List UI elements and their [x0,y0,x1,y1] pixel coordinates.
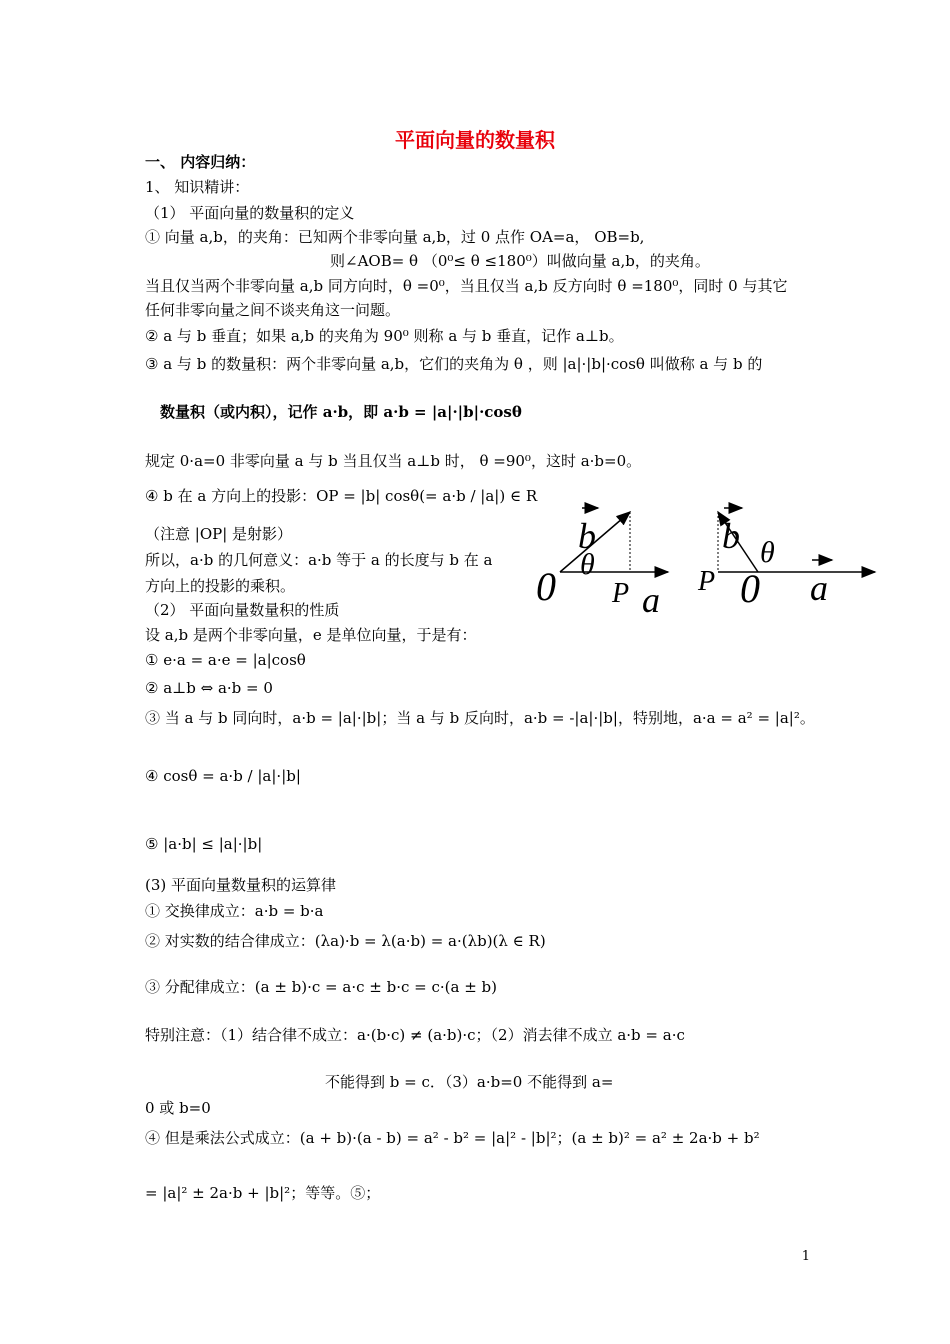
geometric-meaning-line-2: 方向上的投影的乘积。 [145,577,296,595]
special-note-line-1: 特别注意：（1）结合律不成立：a·(b·c) ≠ (a·b)·c；（2）消去律不成立 a·b = a·c [145,1026,685,1044]
section-heading: 一、 内容归纳： [145,153,256,171]
projection-figure-obtuse [697,508,875,611]
projection-note: （注意 |OP| 是射影） [145,525,293,543]
label-theta: θ [760,536,775,569]
topic-heading-1: （1） 平面向量的数量积的定义 [145,204,355,222]
angle-condition-line-1: 当且仅当两个非零向量 a,b 同方向时，θ =0⁰，当且仅当 a,b 反方向时 θ =180⁰，同时 0 与其它 [145,277,788,295]
property-4: ④ cosθ = a·b / |a|·|b| [145,767,301,785]
projection-line: ④ b 在 a 方向上的投影：OP = |b| cosθ(= a·b / |a|) ∈ R [145,487,538,505]
subsection-heading: 1、 知识精讲： [145,178,250,196]
label-p: P [612,578,630,609]
label-p: P [698,566,716,597]
label-origin: 0 [740,566,760,611]
definition-angle-line-2: 则∠AOB= θ （0⁰≤ θ ≤180⁰）叫做向量 a,b，的夹角。 [330,252,710,270]
geometric-meaning-line-1: 所以，a·b 的几何意义：a·b 等于 a 的长度与 b 在 a [145,551,493,569]
label-origin: 0 [536,564,556,609]
dot-product-definition-line-1: ③ a 与 b 的数量积：两个非零向量 a,b，它们的夹角为 θ ，则 |a|·|b|·cosθ 叫做称 a 与 b 的 [145,355,763,373]
property-5: ⑤ |a·b| ≤ |a|·|b| [145,835,263,853]
label-a: a [642,580,660,620]
projection-figure-acute [536,508,668,620]
law-commutative: ① 交换律成立：a·b = b·a [145,902,324,920]
topic-heading-3: (3) 平面向量数量积的运算律 [145,876,337,894]
special-note-line-3: 0 或 b=0 [145,1099,211,1117]
label-a: a [810,568,828,608]
angle-condition-line-2: 任何非零向量之间不谈夹角这一问题。 [145,301,401,319]
label-b: b [722,516,740,556]
definition-angle-line-1: ① 向量 a,b，的夹角：已知两个非零向量 a,b，过 0 点作 OA=a， OB=b, [145,228,645,246]
special-note-line-2: 不能得到 b = c．（3）a·b=0 不能得到 a= [325,1073,614,1091]
topic-heading-2: （2） 平面向量数量积的性质 [145,601,340,619]
multiplication-formula-line-1: ④ 但是乘法公式成立：(a + b)·(a - b) = a² - b² = |a|² - |b|²；(a ± b)² = a² ± 2a·b + b² [145,1129,760,1147]
property-1: ① e·a = a·e = |a|cosθ [145,651,306,669]
law-associative-scalar: ② 对实数的结合律成立：(λa)·b = λ(a·b) = a·(λb)(λ ∈ R) [145,932,546,950]
law-distributive: ③ 分配律成立：(a ± b)·c = a·c ± b·c = c·(a ± b) [145,978,498,996]
projection-figures [530,500,890,625]
property-3: ③ 当 a 与 b 同向时，a·b = |a|·|b|；当 a 与 b 反向时，a·b = -|a|·|b|，特别地，a·a = a² = |a|²。 [145,709,815,727]
property-2: ② a⊥b ⇔ a·b = 0 [145,679,273,697]
label-b: b [578,516,596,556]
document-title: 平面向量的数量积 [395,128,555,152]
perpendicular-definition: ② a 与 b 垂直；如果 a,b 的夹角为 90⁰ 则称 a 与 b 垂直，记作 a⊥b。 [145,327,624,345]
properties-intro: 设 a,b 是两个非零向量，e 是单位向量，于是有： [145,626,477,644]
dot-product-definition-line-2: 数量积（或内积），记作 a·b，即 a·b = |a|·|b|·cosθ [160,403,522,421]
zero-vector-rule: 规定 0·a=0 非零向量 a 与 b 当且仅当 a⊥b 时， θ =90⁰，这时 a·b=0。 [145,452,642,470]
multiplication-formula-line-2: = |a|² ± 2a·b + |b|²；等等。⑤； [145,1184,381,1202]
label-theta: θ [580,548,595,581]
page-number: 1 [801,1249,810,1264]
